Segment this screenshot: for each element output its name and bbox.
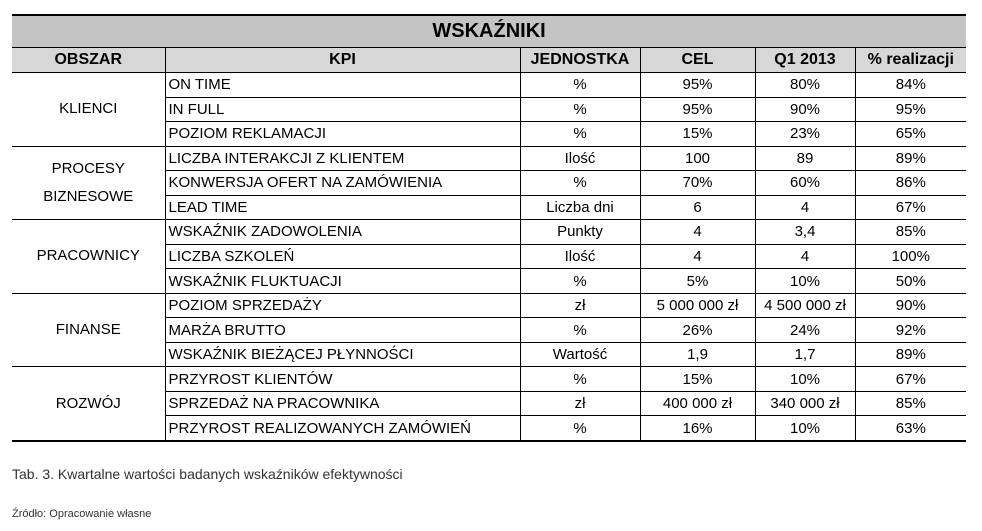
kpi-cell: KONWERSJA OFERT NA ZAMÓWIENIA [165, 171, 520, 196]
table-title-row [12, 15, 966, 48]
target-cell: 5 000 000 zł [640, 293, 755, 318]
target-cell: 15% [640, 367, 755, 392]
table-row [12, 367, 966, 392]
unit-cell: % [520, 97, 640, 122]
area-cell: ROZWÓJ [12, 367, 165, 441]
q1-cell: 60% [755, 171, 855, 196]
kpi-cell: POZIOM SPRZEDAŻY [165, 293, 520, 318]
q1-cell: 4 [755, 244, 855, 269]
unit-cell: zł [520, 293, 640, 318]
kpi-cell: MARŻA BRUTTO [165, 318, 520, 343]
target-cell: 4 [640, 220, 755, 245]
kpi-cell: POZIOM REKLAMACJI [165, 122, 520, 147]
realization-cell: 92% [855, 318, 966, 343]
table-body [12, 73, 966, 442]
header-area: OBSZAR [12, 48, 165, 73]
kpi-cell: ON TIME [165, 73, 520, 98]
realization-cell: 85% [855, 391, 966, 416]
kpi-cell: PRZYROST REALIZOWANYCH ZAMÓWIEŃ [165, 416, 520, 441]
header-target: CEL [640, 48, 755, 73]
unit-cell: % [520, 171, 640, 196]
area-cell: KLIENCI [12, 73, 165, 147]
kpi-cell: WSKAŹNIK FLUKTUACJI [165, 269, 520, 294]
header-realization: % realizacji [855, 48, 966, 73]
kpi-cell: IN FULL [165, 97, 520, 122]
q1-cell: 10% [755, 416, 855, 441]
q1-cell: 4 [755, 195, 855, 220]
unit-cell: % [520, 318, 640, 343]
kpi-cell: LEAD TIME [165, 195, 520, 220]
realization-cell: 90% [855, 293, 966, 318]
area-cell: FINANSE [12, 293, 165, 367]
header-unit: JEDNOSTKA [520, 48, 640, 73]
realization-cell: 50% [855, 269, 966, 294]
q1-cell: 24% [755, 318, 855, 343]
target-cell: 95% [640, 97, 755, 122]
table-row [12, 146, 966, 171]
realization-cell: 85% [855, 220, 966, 245]
q1-cell: 340 000 zł [755, 391, 855, 416]
target-cell: 4 [640, 244, 755, 269]
realization-cell: 84% [855, 73, 966, 98]
kpi-cell: PRZYROST KLIENTÓW [165, 367, 520, 392]
kpi-cell: WSKAŹNIK BIEŻĄCEJ PŁYNNOŚCI [165, 342, 520, 367]
table-row [12, 293, 966, 318]
q1-cell: 10% [755, 367, 855, 392]
header-kpi: KPI [165, 48, 520, 73]
q1-cell: 23% [755, 122, 855, 147]
realization-cell: 89% [855, 146, 966, 171]
source-note: Źródło: Opracowanie własne [12, 508, 152, 520]
q1-cell: 90% [755, 97, 855, 122]
target-cell: 100 [640, 146, 755, 171]
target-cell: 400 000 zł [640, 391, 755, 416]
target-cell: 26% [640, 318, 755, 343]
realization-cell: 89% [855, 342, 966, 367]
kpi-table [12, 14, 966, 442]
unit-cell: Wartość [520, 342, 640, 367]
table-header-row [12, 48, 966, 73]
table-row [12, 220, 966, 245]
q1-cell: 10% [755, 269, 855, 294]
unit-cell: Punkty [520, 220, 640, 245]
unit-cell: % [520, 367, 640, 392]
q1-cell: 80% [755, 73, 855, 98]
q1-cell: 89 [755, 146, 855, 171]
header-q1: Q1 2013 [755, 48, 855, 73]
realization-cell: 65% [855, 122, 966, 147]
area-cell: PROCESY BIZNESOWE [12, 146, 165, 220]
table-row [12, 73, 966, 98]
kpi-cell: WSKAŹNIK ZADOWOLENIA [165, 220, 520, 245]
target-cell: 70% [640, 171, 755, 196]
target-cell: 6 [640, 195, 755, 220]
kpi-cell: LICZBA SZKOLEŃ [165, 244, 520, 269]
unit-cell: % [520, 416, 640, 441]
unit-cell: % [520, 73, 640, 98]
kpi-cell: LICZBA INTERAKCJI Z KLIENTEM [165, 146, 520, 171]
q1-cell: 3,4 [755, 220, 855, 245]
realization-cell: 100% [855, 244, 966, 269]
unit-cell: Liczba dni [520, 195, 640, 220]
realization-cell: 67% [855, 195, 966, 220]
realization-cell: 95% [855, 97, 966, 122]
realization-cell: 63% [855, 416, 966, 441]
target-cell: 15% [640, 122, 755, 147]
q1-cell: 4 500 000 zł [755, 293, 855, 318]
q1-cell: 1,7 [755, 342, 855, 367]
unit-cell: Ilość [520, 244, 640, 269]
kpi-cell: SPRZEDAŻ NA PRACOWNIKA [165, 391, 520, 416]
unit-cell: Ilość [520, 146, 640, 171]
table-title: WSKAŹNIKI [12, 15, 966, 48]
unit-cell: % [520, 269, 640, 294]
target-cell: 16% [640, 416, 755, 441]
realization-cell: 86% [855, 171, 966, 196]
unit-cell: % [520, 122, 640, 147]
realization-cell: 67% [855, 367, 966, 392]
target-cell: 95% [640, 73, 755, 98]
unit-cell: zł [520, 391, 640, 416]
area-cell: PRACOWNICY [12, 220, 165, 294]
target-cell: 5% [640, 269, 755, 294]
table-caption: Tab. 3. Kwartalne wartości badanych wskaźników efektywności [12, 466, 403, 482]
target-cell: 1,9 [640, 342, 755, 367]
